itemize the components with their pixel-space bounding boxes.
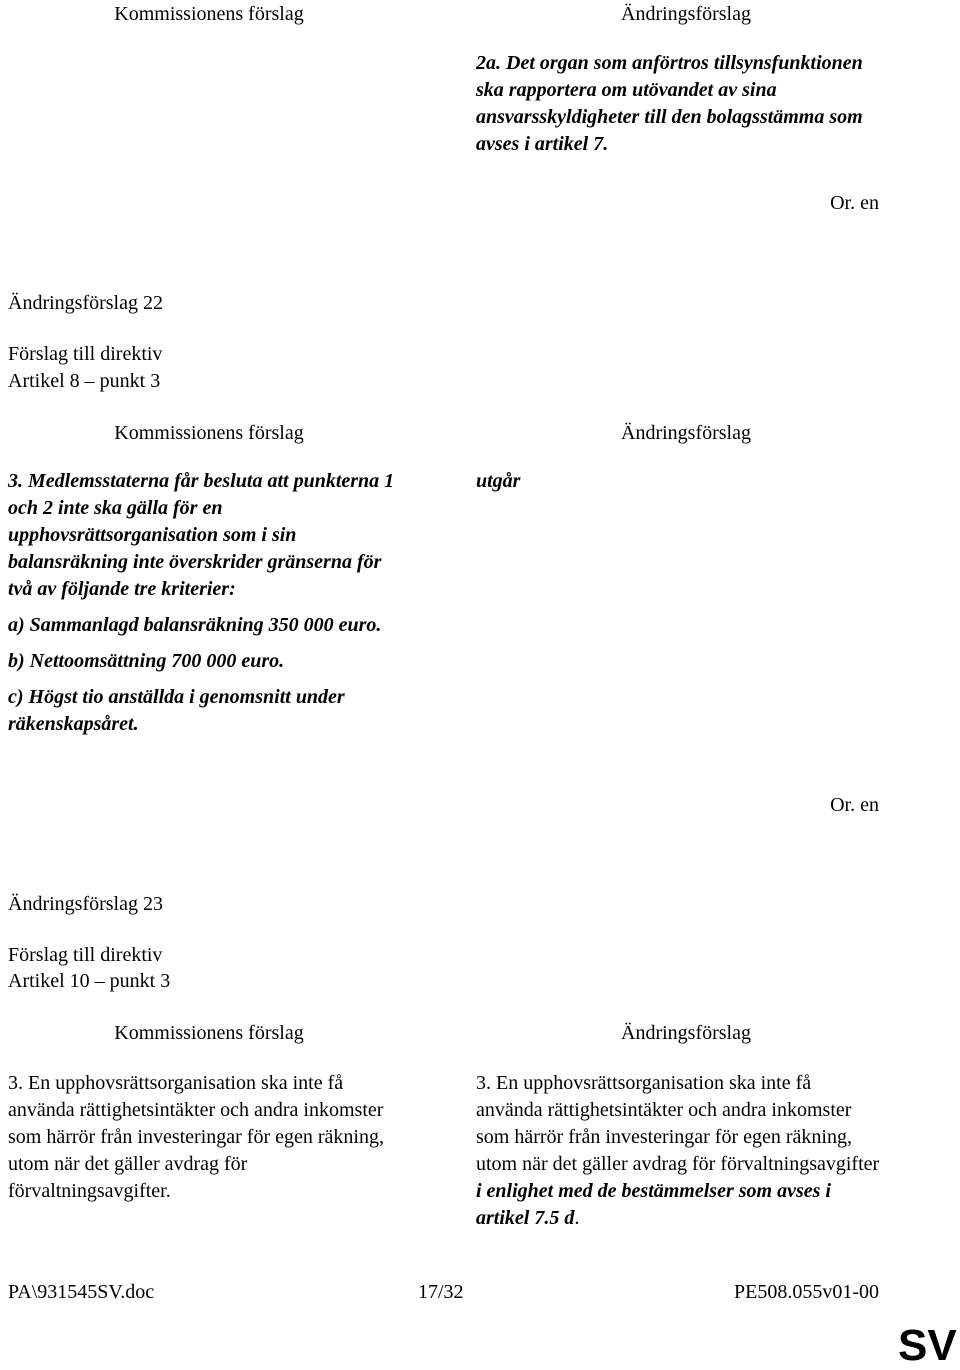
amendment-title: Ändringsförslag 23	[8, 893, 163, 915]
column-header-commission: Kommissionens förslag	[114, 3, 304, 25]
language-mark: SV	[898, 1321, 957, 1370]
column-header-amendment: Ändringsförslag	[621, 422, 751, 444]
proposal-label: Förslag till direktiv	[8, 343, 163, 365]
commission-text	[8, 468, 408, 738]
footer-page-number: 17/32	[418, 1281, 464, 1303]
footer-pe-ref: PE508.055v01-00	[734, 1281, 879, 1303]
footer-doc-ref: PA\931545SV.doc	[8, 1281, 155, 1303]
amendment-text	[476, 1070, 881, 1232]
commission-paragraph: a) Sammanlagd balansräkning 350 000 euro.	[8, 614, 382, 636]
commission-paragraph: b) Nettoomsättning 700 000 euro.	[8, 650, 285, 672]
original-language: Or. en	[830, 794, 879, 816]
column-header-amendment: Ändringsförslag	[621, 3, 751, 25]
amendment-text: utgår	[476, 470, 521, 492]
amendment-text: 2a. Det organ som anförtros tillsynsfunktionen ska rapportera om utövandet av sina ansvarsskyldigheter till den bolagsstämma som avses i artikel 7.	[476, 52, 863, 155]
column-header-commission: Kommissionens förslag	[114, 1022, 304, 1044]
commission-paragraph: 3. Medlemsstaterna får besluta att punkterna 1 och 2 inte ska gälla för en upphovsrättsorganisation som i sin balansräkning inte överskrider gränserna för två av följande tre kriterier:	[8, 470, 395, 600]
article-reference: Artikel 8 – punkt 3	[8, 370, 161, 392]
amendment-text-added: i enlighet med de bestämmelser som avses i artikel 7.5 d	[476, 1180, 831, 1229]
amendment-text-end: .	[574, 1207, 580, 1229]
amendment-text-unchanged: 3. En upphovsrättsorganisation ska inte få använda rättighetsintäkter och andra inkomster som härrör från investeringar för egen räkning, utom när det gäller avdrag för förvaltningsavgifter	[476, 1072, 880, 1175]
original-language: Or. en	[830, 192, 879, 214]
proposal-label: Förslag till direktiv	[8, 944, 163, 966]
commission-paragraph: c) Högst tio anställda i genomsnitt under räkenskapsåret.	[8, 686, 345, 735]
article-reference: Artikel 10 – punkt 3	[8, 970, 171, 992]
column-header-amendment: Ändringsförslag	[621, 1022, 751, 1044]
commission-text: 3. En upphovsrättsorganisation ska inte få använda rättighetsintäkter och andra inkomster som härrör från investeringar för egen räkning, utom när det gäller avdrag för förvaltningsavgifter.	[8, 1072, 384, 1202]
amendment-title: Ändringsförslag 22	[8, 292, 163, 314]
column-header-commission: Kommissionens förslag	[114, 422, 304, 444]
